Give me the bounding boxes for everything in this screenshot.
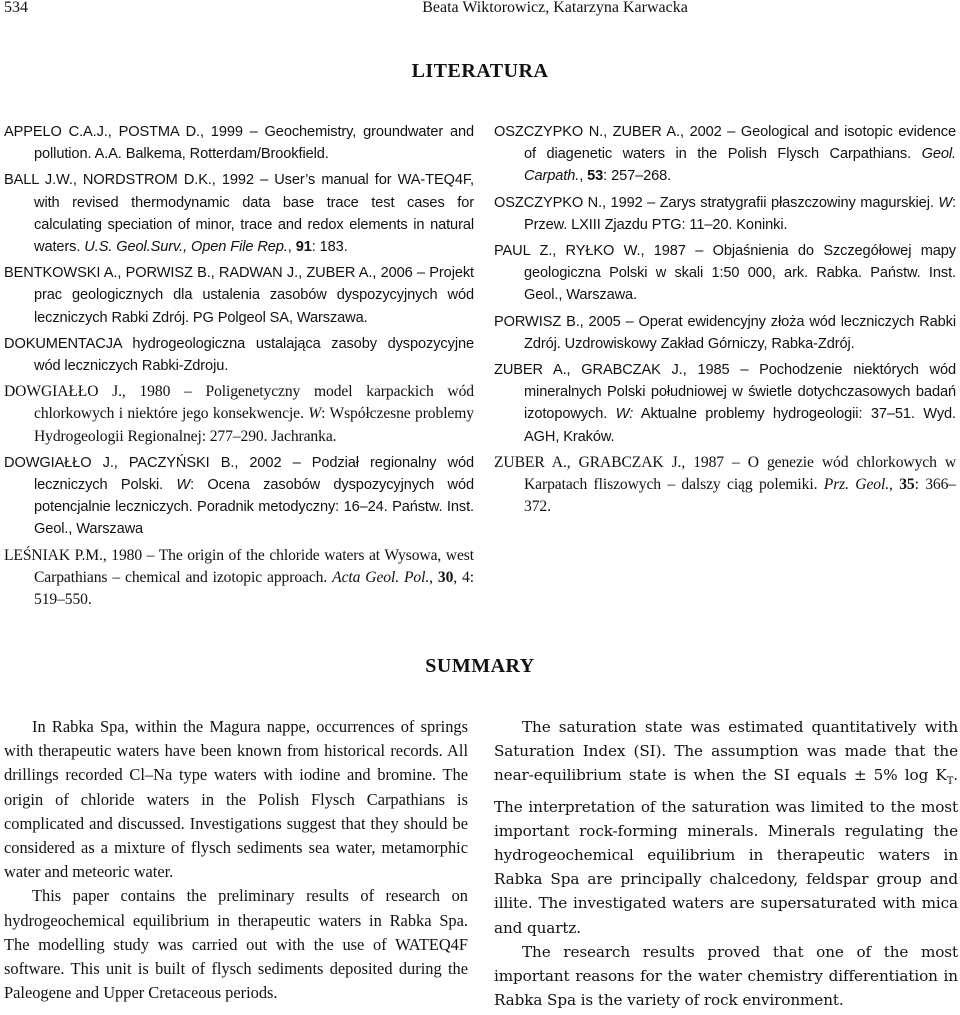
references-right-column <box>494 121 956 522</box>
reference-entry <box>494 359 956 448</box>
reference-text: PAUL Z., RYŁKO W., 1987 – Objaśnienia do Szczegółowej mapy geologiczna Polski w skali 1:50 000, ark. Rabka. Państw. Inst. Geol., Warszawa. <box>494 243 956 304</box>
summary-paragraph: The research results proved that one of the most important reasons for the water chemistry differentiation in Rabka Spa is the variety of rock environment. <box>494 942 958 1010</box>
reference-entry <box>4 121 474 165</box>
reference-text: LEŚNIAK P.M., 1980 – The origin of the chloride waters at Wysowa, west Carpathians – chemical and izotopic approach. <box>4 546 474 586</box>
reference-text: 91 <box>295 239 312 256</box>
reference-text: : 183. <box>311 239 348 256</box>
references-left-column <box>4 121 474 615</box>
reference-entry <box>4 381 474 448</box>
reference-text: Aktualne problemy hydrogeologii: 37–51. Wyd. AGH, Kraków. <box>524 406 956 445</box>
reference-entry <box>4 262 474 329</box>
reference-entry <box>494 121 956 188</box>
reference-text: U.S. Geol.Surv., Open File Rep. <box>84 239 288 256</box>
reference-text: DOWGIAŁŁO J., PACZYŃSKI B., 2002 – Podział regionalny wód leczniczych Polski. <box>4 454 474 494</box>
running-head-authors: Beata Wiktorowicz, Katarzyna Karwacka <box>422 0 688 16</box>
reference-entry <box>494 452 956 519</box>
reference-text: OSZCZYPKO N., 1992 – Zarys stratygrafii płaszczowiny magurskiej. <box>494 194 939 211</box>
reference-text: W <box>308 405 322 423</box>
reference-text: BALL J.W., NORDSTROM D.K., 1992 – User’s manual for WA-TEQ4F, with revised thermodynamic data base trace test cases for calculating speciation of minor, trace and redox elements in natural waters. <box>4 172 474 256</box>
reference-text: , <box>287 239 296 256</box>
reference-entry <box>4 545 474 612</box>
subscript-t: T <box>946 776 954 788</box>
reference-text: : 366–372. <box>524 476 956 516</box>
reference-text: 53 <box>587 168 604 185</box>
reference-text: DOKUMENTACJA hydrogeologiczna ustalająca zasoby dyspozycyjne wód leczniczych Rabki-Zdroju. <box>4 335 474 375</box>
summary-text: . The interpretation of the saturation was limited to the most important rock-forming minerals. Minerals regulating the hydrogeochemical equilibrium in therapeutic waters in Rabka Spa are principally chalcedony, feldspar group and illite. The investigated waters are supersaturated with mica and quartz. <box>494 766 958 937</box>
reference-entry <box>4 169 474 258</box>
summary-paragraph: This paper contains the preliminary results of research on hydrogeochemical equilibrium in therapeutic waters in Rabka Spa. The modelling study was carried out with the use of WATEQ4F software. This unit is built of flysch sediments deposited during the Paleogene and Upper Cretaceous periods. <box>4 886 468 1003</box>
page-header <box>0 0 960 20</box>
reference-text: : Współczesne problemy Hydrogeologii Regionalnej: 277–290. Jachranka. <box>34 405 474 445</box>
page-number: 534 <box>4 0 28 16</box>
reference-text: Geol. Carpath. <box>524 146 956 185</box>
summary-paragraph <box>494 715 958 940</box>
summary-left-column <box>4 715 468 1005</box>
summary-title: SUMMARY <box>425 655 535 677</box>
reference-text: BENTKOWSKI A., PORWISZ B., RADWAN J., ZUBER A., 2006 – Projekt prac geologicznych dla ustalenia zasobów dyspozycyjnych wód leczniczych Rabki Zdrój. PG Polgeol SA, Warszawa. <box>4 265 474 326</box>
reference-text: : Przew. LXIII Zjazdu PTG: 11–20. Koninki. <box>524 194 956 233</box>
reference-text: : 257–268. <box>603 168 672 185</box>
reference-text: ZUBER A., GRABCZAK J., 1987 – O genezie wód chlorkowych w Karpatach fliszowych – dalszy ciąg polemiki. <box>494 453 956 494</box>
summary-right-column <box>494 715 958 1012</box>
summary-text: The saturation state was estimated quantitatively with Saturation Index (SI). The assumption was made that the near-equilibrium state is when the SI equals ± 5% log K <box>494 718 958 785</box>
reference-text: 30 <box>437 568 454 586</box>
reference-text: 35 <box>899 476 915 494</box>
reference-entry <box>4 333 474 377</box>
reference-text: APPELO C.A.J., POSTMA D., 1999 – Geochemistry, groundwater and pollution. A.A. Balkema, Rotterdam/Brookfield. <box>4 124 474 163</box>
reference-text: Acta Geol. Pol. <box>332 568 430 586</box>
reference-text: W <box>938 194 953 211</box>
reference-text: PORWISZ B., 2005 – Operat ewidencyjny złoża wód leczniczych Rabki Zdrój. Uzdrowiskowy Zakład Górniczy, Rabka-Zdrój. <box>494 313 956 352</box>
reference-entry <box>494 192 956 236</box>
reference-text: , <box>889 476 900 494</box>
summary-heading <box>0 655 960 678</box>
reference-text: Prz. Geol. <box>823 476 890 494</box>
reference-entry <box>494 311 956 355</box>
reference-text: DOWGIAŁŁO J., 1980 – Poligenetyczny model karpackich wód chlorkowych i niektóre jego konsekwencje. <box>4 383 474 423</box>
reference-entry <box>494 240 956 307</box>
reference-text: : Ocena zasobów dyspozycyjnych wód potencjalnie leczniczych. Poradnik metodyczny: 16–24. Państw. Inst. Geol., Warszawa <box>34 477 474 538</box>
literatura-heading <box>0 60 960 83</box>
reference-entry <box>4 452 474 541</box>
reference-text: ZUBER A., GRABCZAK J., 1985 – Pochodzenie niektórych wód mineralnych Polski południowej w świetle dotychczasowych badań izotopowych. <box>494 362 956 423</box>
reference-text: W: <box>615 406 634 423</box>
reference-text: OSZCZYPKO N., ZUBER A., 2002 – Geological and isotopic evidence of diagenetic waters in the Polish Flysch Carpathians. <box>494 124 956 163</box>
reference-text: , 4: 519–550. <box>34 568 474 609</box>
reference-text: , <box>579 168 588 185</box>
reference-text: W <box>176 477 191 494</box>
literatura-title: LITERATURA <box>411 60 549 82</box>
reference-text: , <box>429 568 438 586</box>
summary-paragraph: In Rabka Spa, within the Magura nappe, occurrences of springs with therapeutic waters have been known from historical records. All drillings recorded Cl–Na type waters with iodine and bromine. The origin of chloride waters in the Polish Flysch Carpathians is complicated and discussed. Investigations suggest that they should be considered as a mixture of flysch sediments sea water, metamorphic water and meteoric water. <box>4 717 468 882</box>
